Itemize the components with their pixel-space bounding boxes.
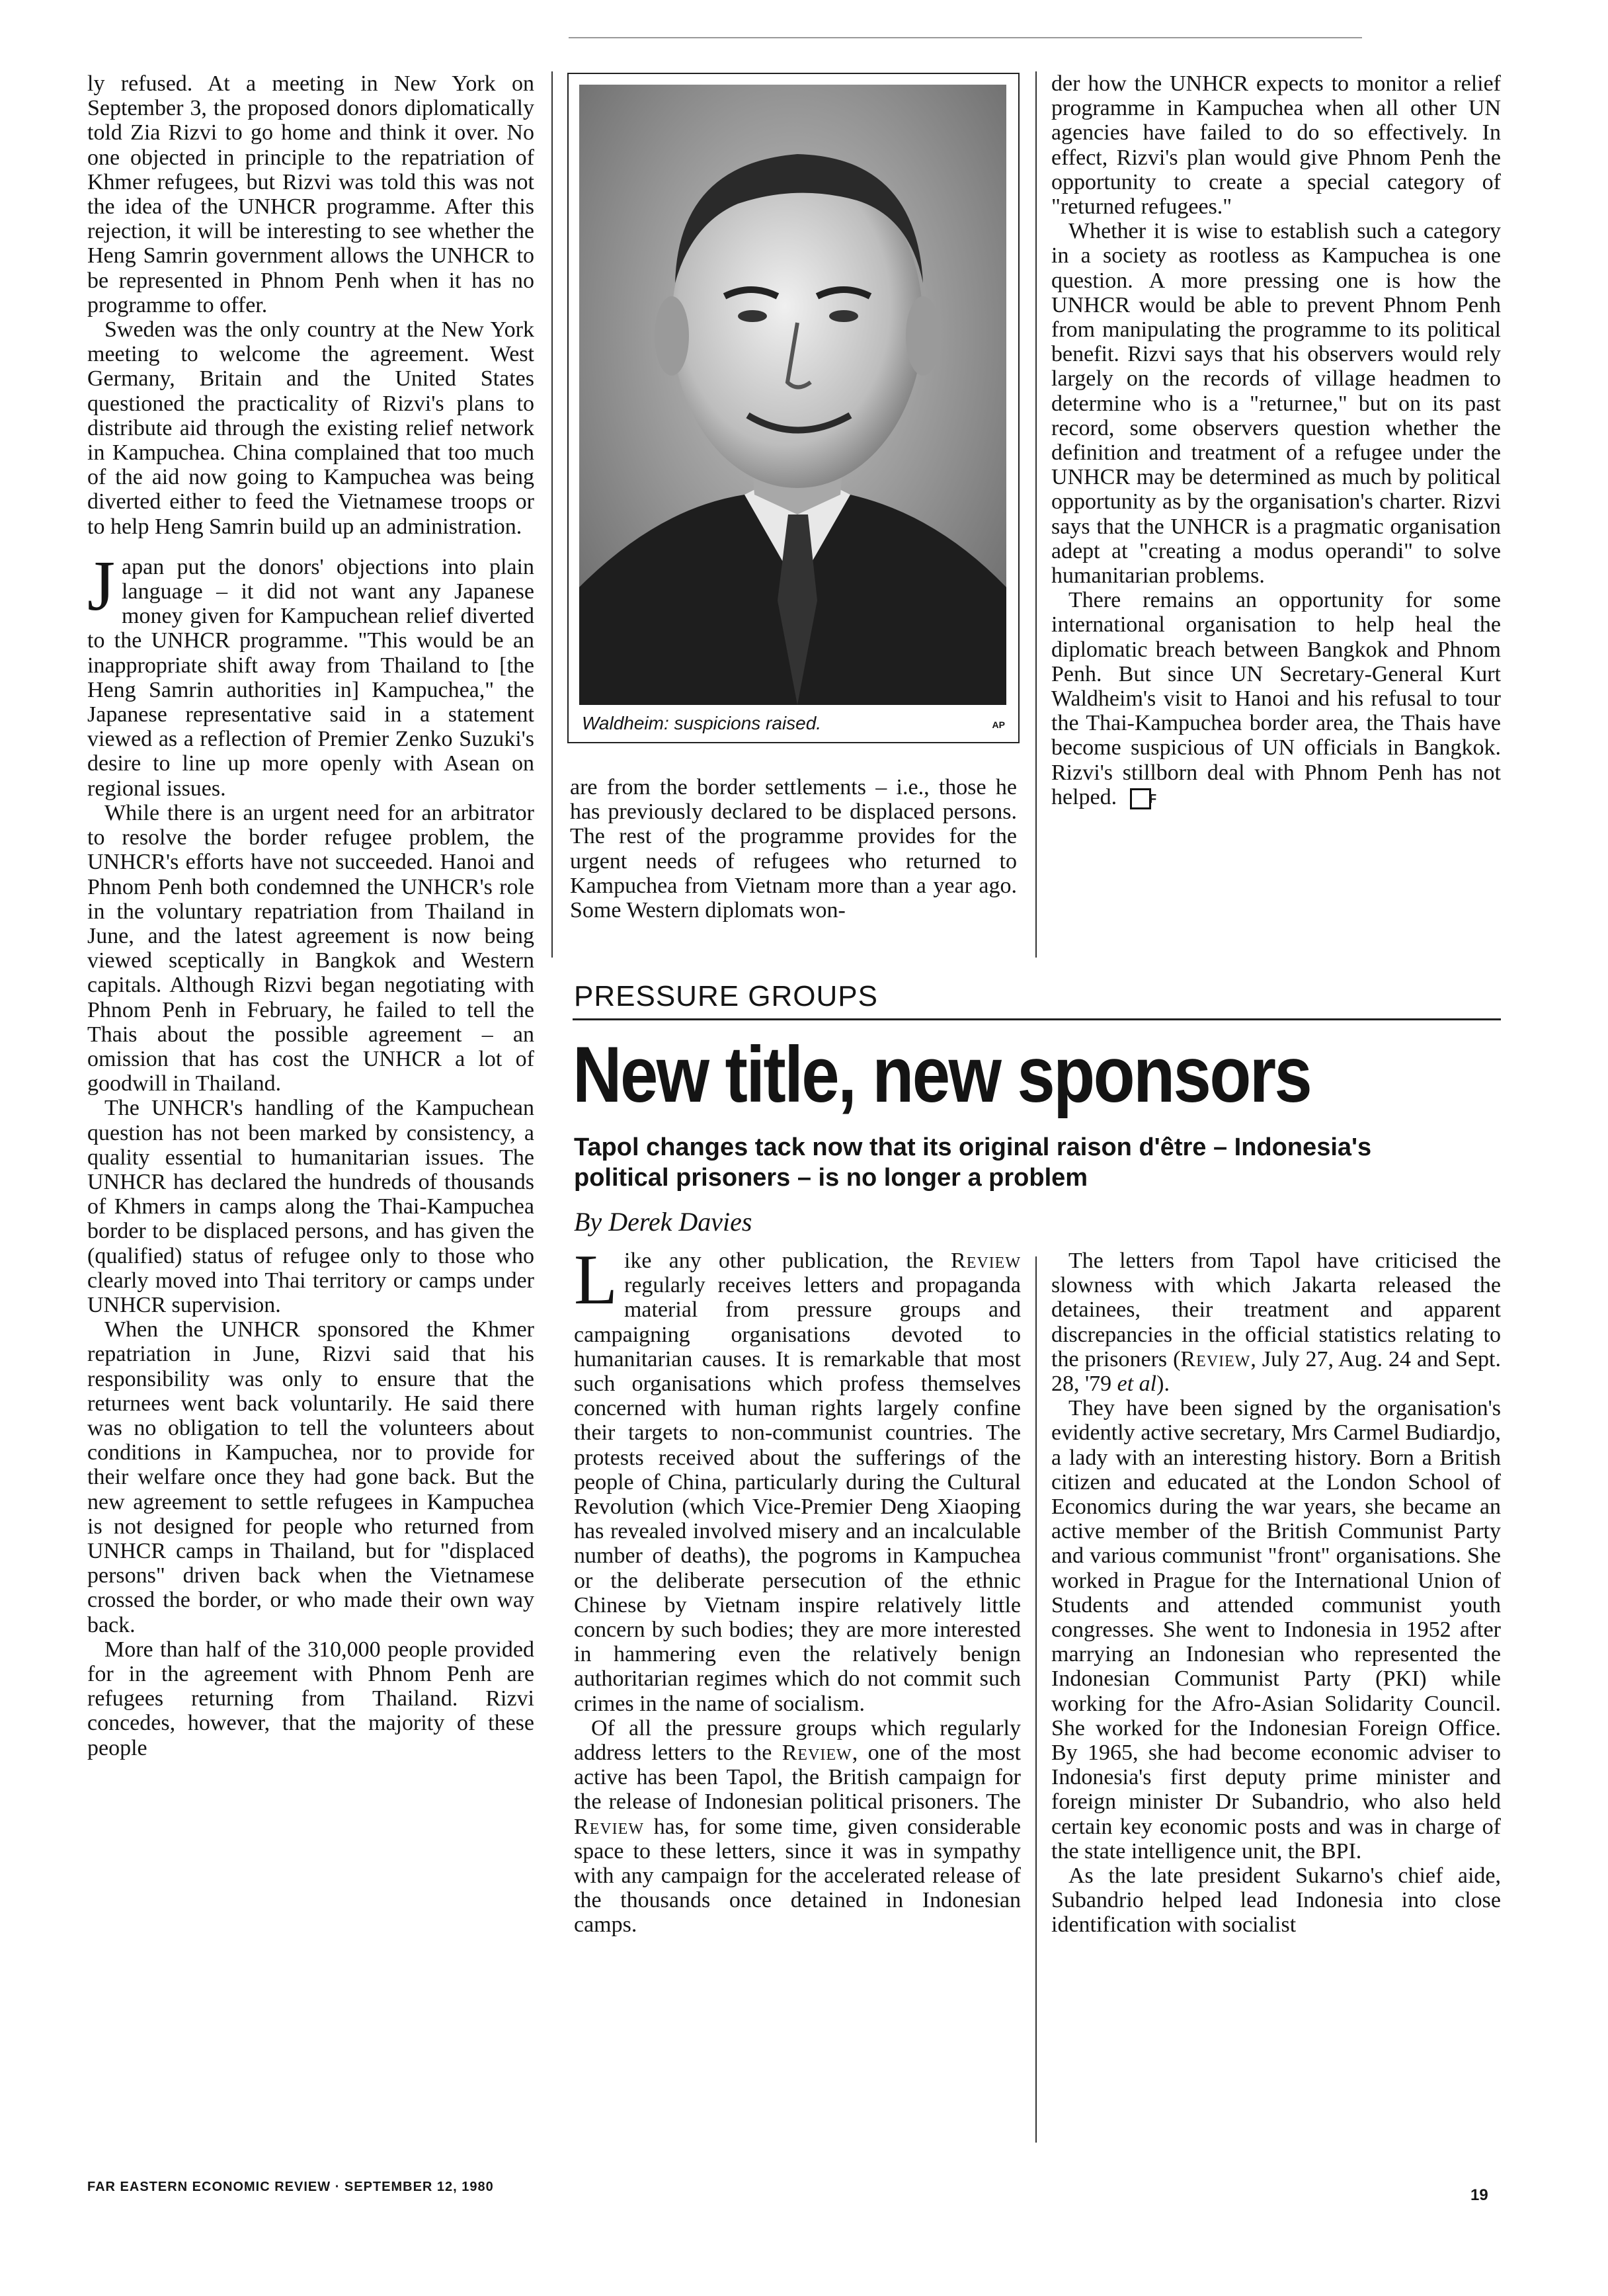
article2-column-right — [1051, 1249, 1501, 1938]
paragraph: Sweden was the only country at the New York meeting to welcome the agreement. West Germany, Britain and the United States questioned the practicality of Rizvi's plans to distribute aid through the existing relief network in Kampuchea. China complained that too much of the aid now going to Kampuchea was being diverted either to feed the Vietnamese troops or to help Heng Samrin build up an administration. — [87, 317, 534, 539]
paragraph: der how the UNHCR expects to monitor a relief programme in Kampuchea when all other UN agencies have failed to do so effectively. In effect, Rizvi's plan would give Phnom Penh the opportunity to create a special category of "returned refugees." — [1051, 71, 1501, 220]
column-1 — [87, 71, 534, 1760]
drop-cap: J — [87, 546, 116, 626]
portrait-photo — [579, 85, 1006, 705]
column-rule — [551, 71, 553, 958]
photo-credit: AP — [992, 719, 1005, 730]
section-label: PRESSURE GROUPS — [574, 980, 878, 1012]
paragraph: Japan put the donors' objections into plain language – it did not want any Japanese money given for Kampuchean relief diverted to the UNHCR programme. "This would be an inappropriate shift away from Thailand to [the Heng Samrin authorities in] Kampuchea," the Japanese representative said in a statement viewed as a reflection of Premier Zenko Suzuki's desire to line up more openly with Asean on regional issues. — [87, 546, 534, 801]
paragraph: Whether it is wise to establish such a category in a society as rootless as Kampuchea is one question. A more pressing one is how the UNHCR would be able to prevent Phnom Penh from manipulating the programme to its political benefit. Rizvi says that his observers would rely largely on the records of village headmen to determine who is a "returnee," but on its past record, some observers question whether the definition and treatment of a refugee under the UNHCR may be determined as much by political opportunity as by the organisation's charter. Rizvi says that the UNHCR is a pragmatic organisation adept at "creating a modus operandi" to solve humanitarian problems. — [1051, 219, 1501, 589]
paragraph: There remains an opportunity for some international organisation to help heal the diplomatic breach between Bangkok and Phnom Penh. But since UN Secretary-General Kurt Waldheim's visit to Hanoi and his refusal to tour the Thai-Kampuchea border area, the Thais have become suspicious of UN officials in Bangkok. Rizvi's stillborn deal with Phnom Penh has not helped. F — [1051, 588, 1501, 809]
paragraph: Of all the pressure groups which regularly address letters to the Review, one of the most active has been Tapol, the British campaign for the release of Indonesian political prisoners. The Review has, for some time, given considerable space to these letters, since it was in sympathy with any campaign for the accelerated release of the thousands once detained in Indonesian camps. — [574, 1715, 1021, 1938]
paragraph: Like any other publication, the Review regularly receives letters and propaganda material from pressure groups and campaigning organisations devoted to humanitarian causes. It is remarkable that most such organisations which profess themselves concerned with human rights largely confine their targets to non-communist countries. The protests received about the sufferings of the people of China, particularly during the Cultural Revolution (which Vice-Premier Deng Xiaoping has revealed involved misery and an incalculable number of deaths), the pogroms in Kampuchea or the deliberate persecution of the ethnic Chinese by Vietnam inspire relatively little concern by such bodies; they are more interested in hammering even the relatively benign authoritarian regimes which do not commit such crimes in the name of socialism. — [574, 1241, 1021, 1716]
page-number: 19 — [1470, 2186, 1488, 2204]
paragraph: The letters from Tapol have criticised the slowness with which Jakarta released the detainees, their treatment and apparent discrepancies in the official statistics relating to the prisoners (Review, July 27, Aug. 24 and Sept. 28, '79 et al). — [1051, 1249, 1501, 1397]
drop-cap: L — [574, 1241, 618, 1319]
column-3 — [1051, 71, 1501, 809]
headline: New title, new sponsors — [573, 1030, 1311, 1119]
paragraph: As the late president Sukarno's chief aide, Subandrio helped lead Indonesia into close identification with socialist — [1051, 1864, 1501, 1938]
end-mark-icon: F — [1130, 788, 1151, 809]
column-2 — [570, 775, 1017, 922]
paragraph: are from the border settlements – i.e., those he has previously declared to be displaced persons. The rest of the programme provides for the urgent needs of refugees who returned to Kampuchea from Vietnam more than a year ago. Some Western diplomats won- — [570, 775, 1017, 923]
footer-publication: FAR EASTERN ECONOMIC REVIEW · SEPTEMBER 12, 1980 — [87, 2180, 494, 2194]
deck: Tapol changes tack now that its original raison d'être – Indonesia's political prisoners – is no longer a problem — [574, 1133, 1372, 1192]
paragraph: While there is an urgent need for an arbitrator to resolve the border refugee problem, the UNHCR's efforts have not succeeded. Hanoi and Phnom Penh both condemned the UNHCR's role in the voluntary repatriation from Thailand in June, and the latest agreement is now being viewed sceptically in Bangkok and Western capitals. Although Rizvi began negotiating with Phnom Penh in February, he failed to tell the Thais about the possible agreement – an omission that has cost the UNHCR a lot of goodwill in Thailand. — [87, 800, 534, 1096]
paragraph: The UNHCR's handling of the Kampuchean question has not been marked by consistency, a quality essential to humanitarian issues. The UNHCR has declared the hundreds of thousands of Khmers in camps along the Thai-Kampuchea border to be displaced persons, and has given the (qualified) status of refugee only to those who clearly moved into Thai territory or camps under UNHCR supervision. — [87, 1096, 534, 1317]
column-rule — [1035, 1256, 1037, 2143]
section-rule — [573, 1018, 1501, 1020]
article2-column-left — [574, 1241, 1021, 1938]
paragraph: More than half of the 310,000 people provided for in the agreement with Phnom Penh are refugees returning from Thailand. Rizvi concedes, however, that the majority of these people — [87, 1637, 534, 1760]
paragraph: When the UNHCR sponsored the Khmer repatriation in June, Rizvi said that his responsibility was only to ensure that the returnees went back voluntarily. He said there was no obligation to tell the volunteers about conditions in Kampuchea, nor to provide for their welfare once they had gone back. But the new agreement to settle refugees in Kampuchea is not designed for people who returned from UNHCR camps in Thailand, but for "displaced persons" driven back when the Vietnamese crossed the border, or who made their own way back. — [87, 1317, 534, 1637]
photo-frame — [567, 73, 1020, 743]
top-rule — [569, 37, 1362, 38]
paragraph: They have been signed by the organisation's evidently active secretary, Mrs Carmel Budiardjo, a lady with an interesting history. Born a British citizen and educated at the London School of Economics during the war years, she became an active member of the British Communist Party and various communist "front" organisations. She worked in Prague for the International Union of Students and attended communist youth congresses. She went to Indonesia in 1952 after marrying an Indonesian who represented the Indonesian Communist Party (PKI) while working for the Afro-Asian Solidarity Council. She worked for the Indonesian Foreign Office. By 1965, she had become economic adviser to Indonesia's first deputy prime minister and foreign minister Dr Subandrio, who also held certain key economic posts and was in charge of the state intelligence unit, the BPI. — [1051, 1396, 1501, 1864]
column-rule — [1035, 71, 1037, 958]
paragraph: ly refused. At a meeting in New York on September 3, the proposed donors diplomatically told Zia Rizvi to go home and think it over. No one objected in principle to the repatriation of Khmer refugees, but Rizvi was told this was not the idea of the UNHCR programme. After this rejection, it will be interesting to see whether the Heng Samrin government allows the UNHCR to be represented in Phnom Penh when it has no programme to offer. — [87, 71, 534, 317]
photo-caption: Waldheim: suspicions raised. — [582, 713, 822, 733]
portrait-image — [579, 85, 1006, 705]
byline: By Derek Davies — [574, 1207, 752, 1237]
